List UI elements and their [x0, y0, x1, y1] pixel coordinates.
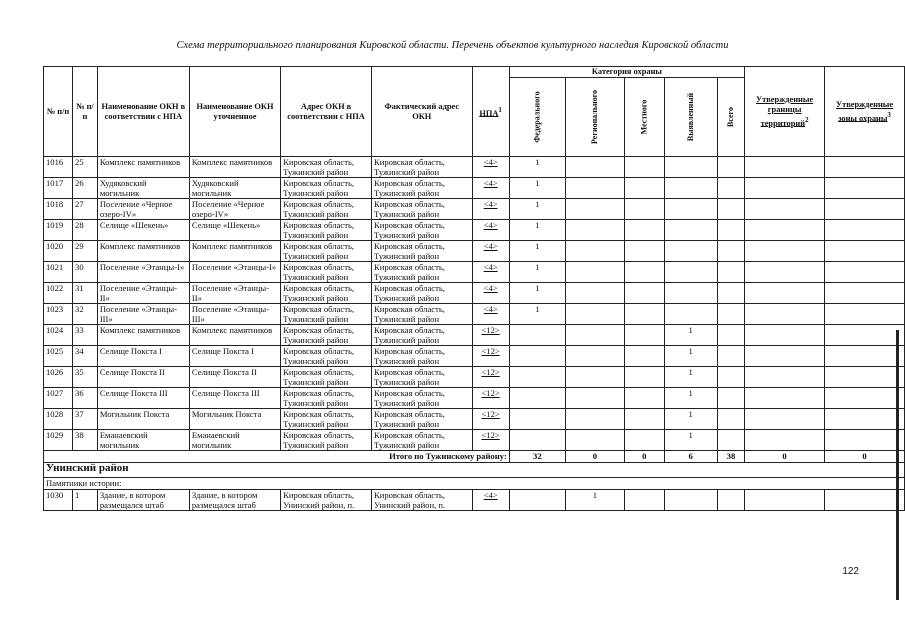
section-row	[44, 478, 905, 490]
category-local	[624, 199, 664, 220]
category-regional	[565, 346, 624, 367]
address-npa: Кировская область, Тужинский район	[281, 157, 372, 178]
category-regional	[565, 178, 624, 199]
category-federal: 1	[509, 304, 565, 325]
header-npa: НПА$^1$	[472, 67, 509, 157]
category-federal	[509, 430, 565, 451]
borders-cell	[745, 346, 825, 367]
borders-cell	[745, 262, 825, 283]
category-identified: 1	[664, 367, 717, 388]
document-title: Схема территориального планирования Кировской области. Перечень объектов культурного наследия Кировской области	[176, 40, 729, 51]
row-number-local: 37	[73, 409, 98, 430]
category-total	[717, 346, 744, 367]
total-identified: 6	[664, 451, 717, 463]
borders-cell	[745, 490, 825, 511]
category-local	[624, 241, 664, 262]
address-actual: Кировская область, Тужинский район	[372, 304, 473, 325]
object-name: Комплекс памятников	[97, 325, 189, 346]
page-number: 122	[842, 566, 859, 577]
address-npa: Кировская область, Тужинский район	[281, 220, 372, 241]
header-borders: Утвержденные границы территорий$^2$	[745, 67, 825, 157]
category-federal: 1	[509, 220, 565, 241]
object-name-refined: Селище Покста II	[189, 367, 280, 388]
category-federal	[509, 346, 565, 367]
row-number: 1028	[44, 409, 73, 430]
category-federal	[509, 325, 565, 346]
row-number: 1024	[44, 325, 73, 346]
row-number-local: 38	[73, 430, 98, 451]
npa-link: <4>	[472, 262, 509, 283]
address-actual: Кировская область, Тужинский район	[372, 178, 473, 199]
category-federal	[509, 367, 565, 388]
total-label: Итого по Тужинскому району:	[44, 451, 510, 463]
category-identified: 1	[664, 346, 717, 367]
zones-cell	[825, 178, 905, 199]
row-number: 1021	[44, 262, 73, 283]
category-identified	[664, 304, 717, 325]
object-name-refined: Худяковский могильник	[189, 178, 280, 199]
address-npa: Кировская область, Тужинский район	[281, 325, 372, 346]
object-name-refined: Еманаевский могильник	[189, 430, 280, 451]
district-row	[44, 463, 905, 478]
address-actual: Кировская область, Тужинский район	[372, 325, 473, 346]
category-federal: 1	[509, 283, 565, 304]
category-identified	[664, 220, 717, 241]
heritage-table	[43, 66, 905, 511]
row-number-local: 1	[73, 490, 98, 511]
header-federal: Федерального	[509, 78, 565, 157]
object-name-refined: Комплекс памятников	[189, 241, 280, 262]
category-regional	[565, 409, 624, 430]
npa-link: <4>	[472, 199, 509, 220]
object-name: Поселение «Этанцы-I»	[97, 262, 189, 283]
category-regional	[565, 220, 624, 241]
category-identified	[664, 262, 717, 283]
category-local	[624, 490, 664, 511]
category-local	[624, 262, 664, 283]
borders-cell	[745, 220, 825, 241]
row-number-local: 27	[73, 199, 98, 220]
category-regional	[565, 283, 624, 304]
address-actual: Кировская область, Тужинский район	[372, 430, 473, 451]
object-name-refined: Здание, в котором размещался штаб	[189, 490, 280, 511]
address-npa: Кировская область, Тужинский район	[281, 241, 372, 262]
category-local	[624, 157, 664, 178]
category-regional	[565, 430, 624, 451]
object-name-refined: Селище Покста III	[189, 388, 280, 409]
row-number: 1018	[44, 199, 73, 220]
object-name: Здание, в котором размещался штаб	[97, 490, 189, 511]
category-federal: 1	[509, 241, 565, 262]
address-npa: Кировская область, Тужинский район	[281, 409, 372, 430]
npa-link: <12>	[472, 430, 509, 451]
category-total	[717, 283, 744, 304]
row-number-local: 29	[73, 241, 98, 262]
category-identified: 1	[664, 430, 717, 451]
address-actual: Кировская область, Тужинский район	[372, 346, 473, 367]
category-total	[717, 367, 744, 388]
object-name-refined: Могильник Покста	[189, 409, 280, 430]
table-row	[44, 178, 905, 199]
row-number-local: 25	[73, 157, 98, 178]
row-number: 1020	[44, 241, 73, 262]
object-name-refined: Комплекс памятников	[189, 157, 280, 178]
row-number: 1029	[44, 430, 73, 451]
category-federal: 1	[509, 262, 565, 283]
district-name: Унинский район	[44, 463, 905, 478]
row-number-local: 36	[73, 388, 98, 409]
category-local	[624, 346, 664, 367]
category-identified	[664, 199, 717, 220]
category-identified	[664, 241, 717, 262]
object-name-refined: Селище «Шекень»	[189, 220, 280, 241]
address-actual: Кировская область, Тужинский район	[372, 199, 473, 220]
table-row	[44, 346, 905, 367]
category-total	[717, 157, 744, 178]
zones-cell	[825, 409, 905, 430]
address-npa: Кировская область, Тужинский район	[281, 346, 372, 367]
address-actual: Кировская область, Тужинский район	[372, 388, 473, 409]
borders-cell	[745, 283, 825, 304]
category-local	[624, 325, 664, 346]
row-number-local: 34	[73, 346, 98, 367]
table-body	[44, 157, 905, 511]
category-identified	[664, 490, 717, 511]
table-row	[44, 220, 905, 241]
category-total	[717, 178, 744, 199]
category-federal	[509, 388, 565, 409]
category-local	[624, 367, 664, 388]
row-number-local: 32	[73, 304, 98, 325]
header-address-npa: Адрес ОКН в соответствии с НПА	[281, 67, 372, 157]
row-number: 1016	[44, 157, 73, 178]
category-local	[624, 430, 664, 451]
category-local	[624, 388, 664, 409]
table-row	[44, 157, 905, 178]
npa-link: <4>	[472, 304, 509, 325]
table-row	[44, 199, 905, 220]
category-federal: 1	[509, 199, 565, 220]
table-row	[44, 283, 905, 304]
zones-cell	[825, 220, 905, 241]
category-total	[717, 490, 744, 511]
object-name-refined: Поселение «Этанцы-I»	[189, 262, 280, 283]
section-title: Памятники истории:	[44, 478, 905, 490]
borders-cell	[745, 325, 825, 346]
category-federal	[509, 409, 565, 430]
row-number-local: 28	[73, 220, 98, 241]
category-total	[717, 220, 744, 241]
category-total	[717, 409, 744, 430]
object-name: Поселение «Этанцы-II»	[97, 283, 189, 304]
object-name-refined: Поселение «Этанцы-II»	[189, 283, 280, 304]
address-npa: Кировская область, Унинский район, п.	[281, 490, 372, 511]
object-name: Комплекс памятников	[97, 157, 189, 178]
object-name-refined: Комплекс памятников	[189, 325, 280, 346]
object-name: Поселение «Этанцы-III»	[97, 304, 189, 325]
npa-link: <4>	[472, 178, 509, 199]
row-number-local: 26	[73, 178, 98, 199]
borders-cell	[745, 241, 825, 262]
row-number-local: 33	[73, 325, 98, 346]
zones-cell	[825, 241, 905, 262]
category-identified: 1	[664, 409, 717, 430]
address-npa: Кировская область, Тужинский район	[281, 304, 372, 325]
category-regional	[565, 157, 624, 178]
row-number-local: 31	[73, 283, 98, 304]
header-address-actual: Фактический адрес ОКН	[372, 67, 473, 157]
total-zones: 0	[825, 451, 905, 463]
address-npa: Кировская область, Тужинский район	[281, 199, 372, 220]
row-number: 1023	[44, 304, 73, 325]
object-name: Селище Покста III	[97, 388, 189, 409]
category-total	[717, 304, 744, 325]
header-num2: № п/п	[73, 67, 98, 157]
row-number: 1026	[44, 367, 73, 388]
category-federal: 1	[509, 157, 565, 178]
zones-cell	[825, 430, 905, 451]
category-identified: 1	[664, 325, 717, 346]
zones-cell	[825, 325, 905, 346]
category-local	[624, 220, 664, 241]
total-all: 38	[717, 451, 744, 463]
table-row	[44, 490, 905, 511]
zones-cell	[825, 199, 905, 220]
object-name-refined: Поселение «Черное озеро-IV»	[189, 199, 280, 220]
borders-cell	[745, 409, 825, 430]
header-name-refined: Наименование ОКН уточненное	[189, 67, 280, 157]
zones-cell	[825, 304, 905, 325]
category-regional	[565, 262, 624, 283]
scan-edge-mark	[896, 330, 899, 600]
npa-link: <4>	[472, 283, 509, 304]
borders-cell	[745, 367, 825, 388]
total-local: 0	[624, 451, 664, 463]
table-row	[44, 325, 905, 346]
borders-cell	[745, 178, 825, 199]
category-local	[624, 283, 664, 304]
npa-link: <12>	[472, 388, 509, 409]
category-identified: 1	[664, 388, 717, 409]
address-npa: Кировская область, Тужинский район	[281, 367, 372, 388]
total-row	[44, 451, 905, 463]
header-regional: Регионального	[565, 78, 624, 157]
object-name: Селище Покста I	[97, 346, 189, 367]
table-row	[44, 430, 905, 451]
zones-cell	[825, 388, 905, 409]
header-total: Всего	[717, 78, 744, 157]
borders-cell	[745, 430, 825, 451]
category-total	[717, 388, 744, 409]
object-name: Селище «Шекень»	[97, 220, 189, 241]
address-actual: Кировская область, Тужинский район	[372, 262, 473, 283]
row-number-local: 30	[73, 262, 98, 283]
address-npa: Кировская область, Тужинский район	[281, 283, 372, 304]
category-regional	[565, 388, 624, 409]
category-identified	[664, 178, 717, 199]
header-local: Местного	[624, 78, 664, 157]
total-regional: 0	[565, 451, 624, 463]
borders-cell	[745, 199, 825, 220]
category-regional	[565, 199, 624, 220]
row-number: 1030	[44, 490, 73, 511]
address-npa: Кировская область, Тужинский район	[281, 178, 372, 199]
address-actual: Кировская область, Тужинский район	[372, 283, 473, 304]
borders-cell	[745, 157, 825, 178]
npa-link: <4>	[472, 241, 509, 262]
address-actual: Кировская область, Тужинский район	[372, 409, 473, 430]
object-name: Еманаевский могильник	[97, 430, 189, 451]
borders-cell	[745, 304, 825, 325]
header-row-1	[44, 67, 905, 78]
category-federal: 1	[509, 178, 565, 199]
category-regional	[565, 325, 624, 346]
npa-link: <12>	[472, 325, 509, 346]
object-name: Поселение «Черное озеро-IV»	[97, 199, 189, 220]
npa-link: <12>	[472, 409, 509, 430]
table-row	[44, 241, 905, 262]
category-total	[717, 241, 744, 262]
zones-cell	[825, 262, 905, 283]
zones-cell	[825, 157, 905, 178]
object-name: Могильник Покста	[97, 409, 189, 430]
table-row	[44, 409, 905, 430]
zones-cell	[825, 346, 905, 367]
row-number: 1019	[44, 220, 73, 241]
header-category: Категория охраны	[509, 67, 744, 78]
header-num: № п/п	[44, 67, 73, 157]
zones-cell	[825, 283, 905, 304]
total-borders: 0	[745, 451, 825, 463]
object-name: Селище Покста II	[97, 367, 189, 388]
object-name-refined: Поселение «Этанцы-III»	[189, 304, 280, 325]
category-identified	[664, 283, 717, 304]
category-total	[717, 199, 744, 220]
zones-cell	[825, 367, 905, 388]
category-regional	[565, 304, 624, 325]
address-npa: Кировская область, Тужинский район	[281, 430, 372, 451]
npa-link: <12>	[472, 367, 509, 388]
total-federal: 32	[509, 451, 565, 463]
object-name: Худяковский могильник	[97, 178, 189, 199]
object-name-refined: Селище Покста I	[189, 346, 280, 367]
row-number: 1025	[44, 346, 73, 367]
npa-link: <4>	[472, 220, 509, 241]
header-name-npa: Наименование ОКН в соответствии с НПА	[97, 67, 189, 157]
category-identified	[664, 157, 717, 178]
table-row	[44, 262, 905, 283]
table-row	[44, 367, 905, 388]
npa-link: <4>	[472, 157, 509, 178]
category-local	[624, 409, 664, 430]
category-regional	[565, 241, 624, 262]
address-actual: Кировская область, Унинский район, п.	[372, 490, 473, 511]
category-regional	[565, 367, 624, 388]
category-regional: 1	[565, 490, 624, 511]
row-number: 1022	[44, 283, 73, 304]
row-number: 1017	[44, 178, 73, 199]
address-npa: Кировская область, Тужинский район	[281, 388, 372, 409]
borders-cell	[745, 388, 825, 409]
header-identified: Выявленный	[664, 78, 717, 157]
table-row	[44, 388, 905, 409]
row-number-local: 35	[73, 367, 98, 388]
zones-cell	[825, 490, 905, 511]
address-actual: Кировская область, Тужинский район	[372, 220, 473, 241]
address-actual: Кировская область, Тужинский район	[372, 157, 473, 178]
npa-link: <12>	[472, 346, 509, 367]
address-npa: Кировская область, Тужинский район	[281, 262, 372, 283]
npa-link: <4>	[472, 490, 509, 511]
category-local	[624, 304, 664, 325]
category-total	[717, 325, 744, 346]
category-total	[717, 262, 744, 283]
category-federal	[509, 490, 565, 511]
header-zones: Утвержденные зоны охраны$^3$	[825, 67, 905, 157]
address-actual: Кировская область, Тужинский район	[372, 241, 473, 262]
row-number: 1027	[44, 388, 73, 409]
table-row	[44, 304, 905, 325]
category-total	[717, 430, 744, 451]
address-actual: Кировская область, Тужинский район	[372, 367, 473, 388]
object-name: Комплекс памятников	[97, 241, 189, 262]
category-local	[624, 178, 664, 199]
